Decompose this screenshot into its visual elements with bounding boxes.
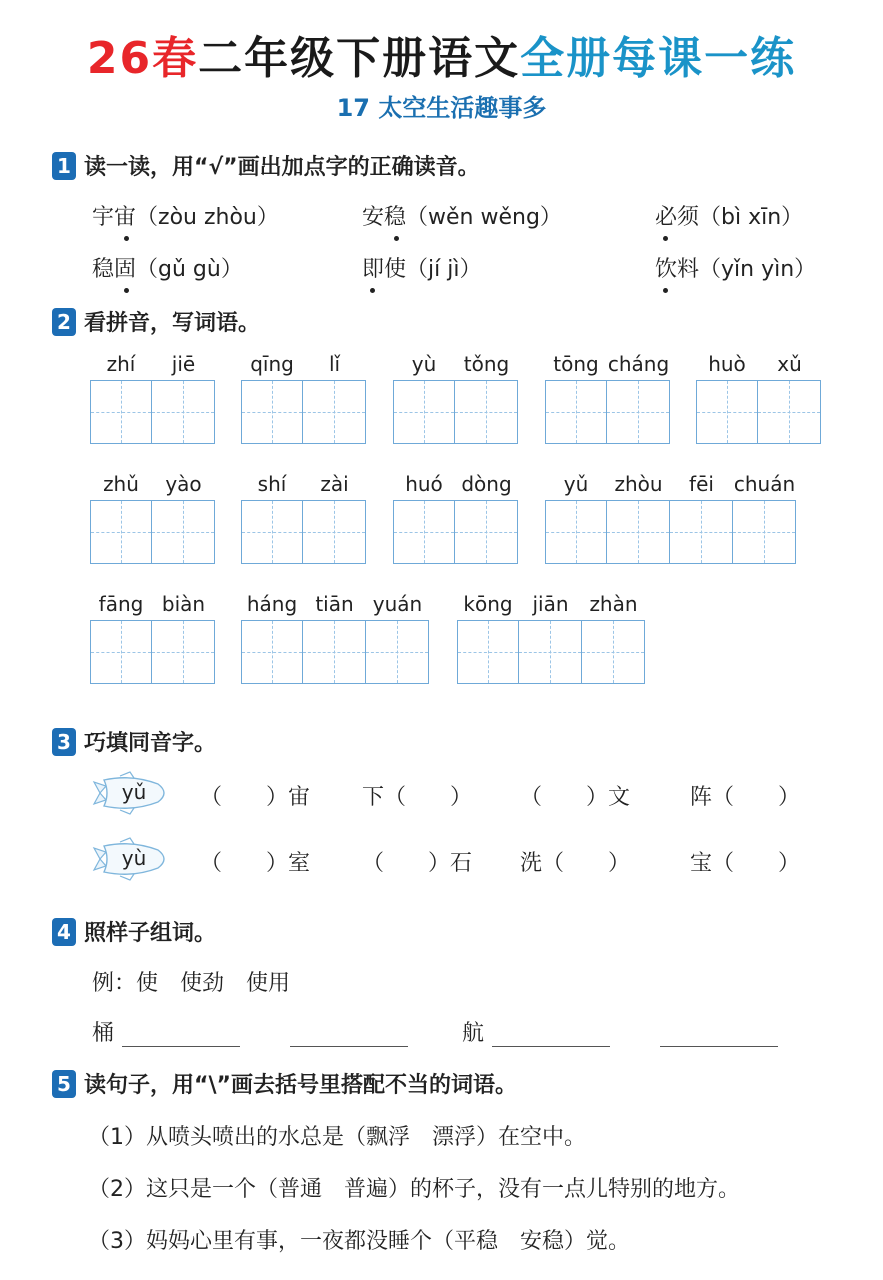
writing-cell[interactable]: [758, 380, 821, 444]
sound-label: yǔ: [121, 780, 147, 804]
writing-cell[interactable]: [241, 620, 303, 684]
answer-line[interactable]: [492, 1044, 610, 1047]
rocket-sound-badge: [92, 836, 172, 886]
pinyin-label: zhòu: [614, 472, 663, 496]
title-series: 全册每课一练: [520, 33, 797, 84]
pinyin-word: [90, 352, 215, 444]
page-title: [0, 22, 883, 86]
question-number-badge: 5: [52, 1070, 76, 1098]
q1-item: [362, 252, 481, 283]
question-number-badge: 1: [52, 152, 76, 180]
writing-cell[interactable]: [582, 620, 645, 684]
writing-cell[interactable]: [607, 380, 670, 444]
pinyin-label: háng: [246, 592, 298, 616]
pinyin-label: zài: [320, 472, 349, 496]
writing-cell[interactable]: [90, 620, 152, 684]
pinyin-label: chuán: [733, 472, 796, 496]
question-3-heading: [52, 726, 216, 757]
q1-word: 宇宙: [92, 200, 136, 231]
blank-item[interactable]: 洗（ ）: [520, 851, 631, 876]
q1-word: 稳固: [92, 252, 136, 283]
question-instruction: 巧填同音字。: [84, 731, 217, 756]
example-line: 例：使 使劲 使用: [92, 971, 291, 996]
pinyin-label: fēi: [689, 472, 714, 496]
pinyin-label: kōng: [463, 592, 513, 616]
question-number-badge: 2: [52, 308, 76, 336]
pinyin-label: zhí: [106, 352, 136, 376]
pinyin-word: [90, 592, 215, 684]
pinyin-label: jiān: [532, 592, 569, 616]
group-char: 航: [462, 1021, 485, 1046]
pinyin-label: tōng: [553, 352, 599, 376]
q1-word: 必须: [655, 200, 699, 231]
writing-cell[interactable]: [545, 500, 607, 564]
q1-word: 即使: [362, 252, 406, 283]
writing-cell[interactable]: [303, 380, 366, 444]
q1-options[interactable]: （bì xīn）: [699, 205, 804, 230]
answer-line[interactable]: [122, 1044, 240, 1047]
writing-cell[interactable]: [241, 500, 303, 564]
pinyin-word: [545, 352, 670, 444]
pinyin-word: [393, 352, 518, 444]
emphasis-dot: [663, 236, 668, 241]
writing-cell[interactable]: [733, 500, 796, 564]
q1-item: [655, 200, 803, 231]
pinyin-label: zhǔ: [103, 472, 139, 496]
blank-item[interactable]: （ ）室: [200, 851, 311, 876]
sentence-item[interactable]: （3）妈妈心里有事，一夜都没睡个（平稳 安稳）觉。: [88, 1229, 630, 1254]
pinyin-word: [90, 472, 215, 564]
emphasis-dot: [124, 288, 129, 293]
pinyin-label: shí: [257, 472, 287, 496]
q1-item: [92, 200, 279, 231]
pinyin-label: xǔ: [777, 352, 802, 376]
q1-options[interactable]: （zòu zhòu）: [136, 205, 279, 230]
emphasis-dot: [394, 236, 399, 241]
pinyin-word: [457, 592, 645, 684]
writing-cell[interactable]: [152, 500, 215, 564]
blank-item[interactable]: （ ）石: [362, 851, 473, 876]
writing-cell[interactable]: [393, 380, 455, 444]
question-instruction: 照样子组词。: [84, 921, 217, 946]
answer-line[interactable]: [290, 1044, 408, 1047]
title-course: 二年级下册语文: [198, 33, 521, 84]
q1-word: 安稳: [362, 200, 406, 231]
emphasis-dot: [124, 236, 129, 241]
q1-options[interactable]: （jí jì）: [406, 257, 482, 282]
pinyin-word: [393, 472, 518, 564]
writing-cell[interactable]: [366, 620, 429, 684]
pinyin-label: huò: [708, 352, 746, 376]
q1-word: 饮料: [655, 252, 699, 283]
blank-item[interactable]: 阵（ ）: [690, 785, 801, 810]
q1-options[interactable]: （yǐn yìn）: [699, 257, 817, 282]
pinyin-label: yù: [411, 352, 437, 376]
q1-item: [92, 252, 243, 283]
question-number-badge: 4: [52, 918, 76, 946]
blank-item[interactable]: 下（ ）: [362, 785, 473, 810]
blank-item[interactable]: （ ）文: [520, 785, 631, 810]
question-instruction: 读一读，用“√”画出加点字的正确读音。: [84, 155, 480, 180]
writing-cell[interactable]: [519, 620, 582, 684]
question-instruction: 看拼音，写词语。: [84, 311, 261, 336]
lesson-title: 17 太空生活趣事多: [336, 94, 547, 122]
pinyin-label: qīng: [250, 352, 294, 376]
writing-cell[interactable]: [303, 500, 366, 564]
q1-item: [655, 252, 816, 283]
pinyin-label: tǒng: [463, 352, 510, 376]
pinyin-label: yào: [165, 472, 202, 496]
writing-cell[interactable]: [152, 620, 215, 684]
writing-cell[interactable]: [607, 500, 670, 564]
writing-cell[interactable]: [455, 380, 518, 444]
pinyin-label: fāng: [98, 592, 144, 616]
pinyin-word: [696, 352, 821, 444]
sentence-item[interactable]: （1）从喷头喷出的水总是（飘浮 漂浮）在空中。: [88, 1125, 586, 1150]
writing-cell[interactable]: [696, 380, 758, 444]
pinyin-label: tiān: [315, 592, 354, 616]
q1-options[interactable]: （gǔ gù）: [136, 257, 243, 282]
pinyin-label: zhàn: [589, 592, 638, 616]
pinyin-label: jiē: [171, 352, 196, 376]
pinyin-label: yuán: [372, 592, 423, 616]
blank-item[interactable]: 宝（ ）: [690, 851, 801, 876]
question-1-heading: [52, 150, 480, 181]
answer-line[interactable]: [660, 1044, 778, 1047]
blank-item[interactable]: （ ）宙: [200, 785, 311, 810]
writing-cell[interactable]: [393, 500, 455, 564]
question-2-heading: [52, 306, 260, 337]
question-4-heading: [52, 916, 216, 947]
writing-cell[interactable]: [90, 380, 152, 444]
question-5-heading: [52, 1068, 517, 1099]
emphasis-dot: [370, 288, 375, 293]
writing-cell[interactable]: [152, 380, 215, 444]
rocket-sound-badge: [92, 770, 172, 820]
pinyin-word: [241, 352, 366, 444]
writing-cell[interactable]: [90, 500, 152, 564]
sound-label: yù: [121, 846, 147, 870]
writing-cell[interactable]: [545, 380, 607, 444]
q1-item: [362, 200, 562, 231]
pinyin-word: [241, 592, 429, 684]
question-number-badge: 3: [52, 728, 76, 756]
pinyin-label: huó: [405, 472, 443, 496]
pinyin-word: [241, 472, 366, 564]
writing-cell[interactable]: [241, 380, 303, 444]
pinyin-label: biàn: [161, 592, 206, 616]
writing-cell[interactable]: [457, 620, 519, 684]
pinyin-word: [545, 472, 796, 564]
pinyin-label: dòng: [461, 472, 512, 496]
sentence-item[interactable]: （2）这只是一个（普通 普遍）的杯子，没有一点儿特别的地方。: [88, 1177, 740, 1202]
writing-cell[interactable]: [455, 500, 518, 564]
pinyin-label: cháng: [607, 352, 670, 376]
q1-options[interactable]: （wěn wěng）: [406, 205, 562, 230]
group-char: 桶: [92, 1021, 115, 1046]
writing-cell[interactable]: [303, 620, 366, 684]
pinyin-label: yǔ: [563, 472, 589, 496]
writing-cell[interactable]: [670, 500, 733, 564]
title-grade-year: 26春: [86, 33, 199, 84]
emphasis-dot: [663, 288, 668, 293]
pinyin-label: lǐ: [328, 352, 341, 376]
question-instruction: 读句子，用“\”画去括号里搭配不当的词语。: [84, 1073, 517, 1098]
